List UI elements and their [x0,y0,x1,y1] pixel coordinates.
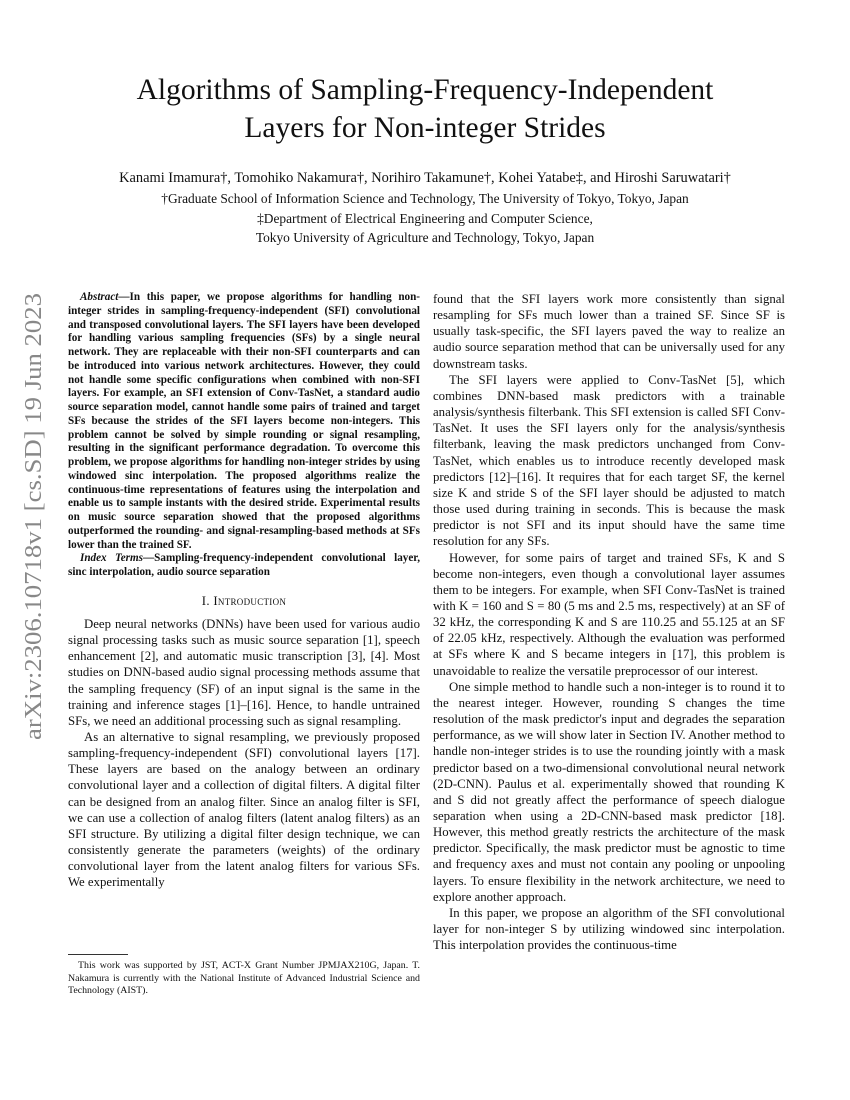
footnote-rule [68,954,128,955]
section-numeral: I. [201,593,214,608]
intro-paragraph-2: As an alternative to signal resampling, we previously proposed sampling-frequency-independent (SFI) convolutional layers [17]. These layers are based on the analogy between an ordinary convolutional layer and a collection of digital filters. A digital filter can be designed from an analog filter. Since an analog filter is SFI, we can use a collection of analog filters (latent analog filters) as an SFI structure. By utilizing a digital filter design technique, we can consistently generate the parameters (weights) of the ordinary convolutional layer from the latent analog filters for various SFs. We experimentally [68,730,420,890]
intro-paragraph-1: Deep neural networks (DNNs) have been used for various audio signal processing tasks such as music source separation [1], speech enhancement [2], and automatic music transcription [3], [4]. Most studies on DNN-based audio signal processing methods assume that the sampling frequency (SF) of an input signal is the same in the training and inference stages [1]–[16]. Hence, to handle untrained SFs, we need an additional processing such as signal resampling. [68,616,420,728]
abstract-text: —In this paper, we propose algorithms for handling non-integer strides in sampling-frequency-independent (SFI) convolutional and transposed convolutional layers. The SFI layers have been developed for handling various sampling frequencies (SFs) by a single neural network. They are replaceable with their non-SFI counterparts and can be introduced into various network architectures. However, they could not handle some specific configurations when combined with non-SFI layers. For example, an SFI extension of Conv-TasNet, a standard audio source separation model, cannot handle some pairs of trained and target SFs because the strides of the SFI layers become non-integers. This problem cannot be solved by simple rounding or signal resampling, resulting in the significant performance degradation. To overcome this problem, we propose algorithms for handling non-integer strides by using windowed sinc interpolation. The proposed algorithms realize the continuous-time representations of features using the interpolation and enable us to sample instants with the desired stride. Experimental results on music source separation showed that the proposed algorithms outperformed the rounding- and signal-resampling-based methods at SFs lower than the trained SF. [68,291,420,551]
affiliation-1: †Graduate School of Information Science and Technology, The University of Tokyo, Tokyo, Japan [161,191,689,206]
footnote: This work was supported by JST, ACT-X Grant Number JPMJAX210G, Japan. T. Nakamura is currently with the National Institute of Advanced Industrial Science and Technology (AIST). [68,960,420,997]
section-title: Introduction [213,593,287,608]
right-paragraph-3: However, for some pairs of target and trained SFs, K and S become non-integers, even though a convolutional layer assumes them to be integers. For example, when SFI Conv-TasNet is trained with K = 160 and S = 80 (5 ms and 2.5 ms, respectively) at an SF of 32 kHz, the corresponding K and S are 110.25 and 55.125 at an SF of 22.05 kHz, respectively. Although the evaluation was performed at SFs where K and S became integers in [17], this problem is unavoidable to realize the versatile preprocessor of our interest. [433,550,785,678]
left-column [68,291,420,891]
index-terms-text: —Sampling-frequency-independent convolutional layer, sinc interpolation, audio source separation [68,552,421,578]
affiliation-2a: ‡Department of Electrical Engineering and Computer Science, [257,210,593,226]
author-block [60,167,790,248]
index-terms-lead: Index Terms [80,552,144,565]
arxiv-identifier [8,293,52,740]
right-paragraph-1: found that the SFI layers work more consistently than signal resampling for SFs much lower than a trained SF. Since SF is usually task-specific, the SFI layers paved the way to realize an audio source separation method that can be universally used for any downstream tasks. [433,292,785,371]
abstract [68,291,420,552]
affiliation-2b: Tokyo University of Agriculture and Technology, Tokyo, Japan [255,230,595,245]
paper-title-line-2: Layers for Non-integer Strides [244,112,606,144]
section-heading-introduction [68,593,420,609]
author-names: Kanami Imamura†, Tomohiko Nakamura†, Norihiro Takamune†, Kohei Yatabe‡, and Hiroshi Saruwatari† [119,170,731,186]
right-paragraph-5: In this paper, we propose an algorithm of the SFI convolutional layer for non-integer S by utilizing windowed sinc interpolation. This interpolation provides the continuous-time [433,905,785,953]
index-terms [68,552,420,580]
right-column [433,291,785,953]
arxiv-identifier-text: arXiv:2306.10718v1 [cs.SD] 19 Jun 2023 [20,330,47,740]
paper-title-line-1: Algorithms of Sampling-Frequency-Independent [136,74,714,106]
right-paragraph-2: The SFI layers were applied to Conv-TasNet [5], which combines DNN-based mask predictors with a trainable analysis/synthesis filterbank. This SFI extension is called SFI Conv-TasNet. It uses the SFI layers only for the analysis/synthesis filterbank, leaving the mask predictors unchanged from Conv-TasNet, which enables us to introduce recently developed mask predictors [12]–[16]. It requires that for each target SF, the kernel size K and stride S of the SFI layer should be adjusted to match those used during training in seconds. This is because the mask predictor is not SFI and its input should have the same time resolution for any SFs. [433,372,785,549]
paper-title [60,71,790,147]
abstract-lead: Abstract [80,291,119,303]
right-paragraph-4: One simple method to handle such a non-integer is to round it to the nearest integer. However, rounding S changes the time resolution of the mask predictor's input and degrades the separation performance, as we will show later in Section IV. Another method to handle non-integer strides is to use the rounding jointly with a mask predictor based on a two-dimensional convolutional neural network (2D-CNN). Paulus et al. experimentally showed that rounding K and S did not greatly affect the performance of speech dialogue separation when using a 2D-CNN-based mask predictor [18]. However, this method greatly restricts the architecture of the mask predictor. Specifically, the mask predictor must be agnostic to time and frequency axes and must not contain any pooling or unpooling layers. To ensure flexibility in the network architecture, we need to explore another approach. [433,679,785,904]
